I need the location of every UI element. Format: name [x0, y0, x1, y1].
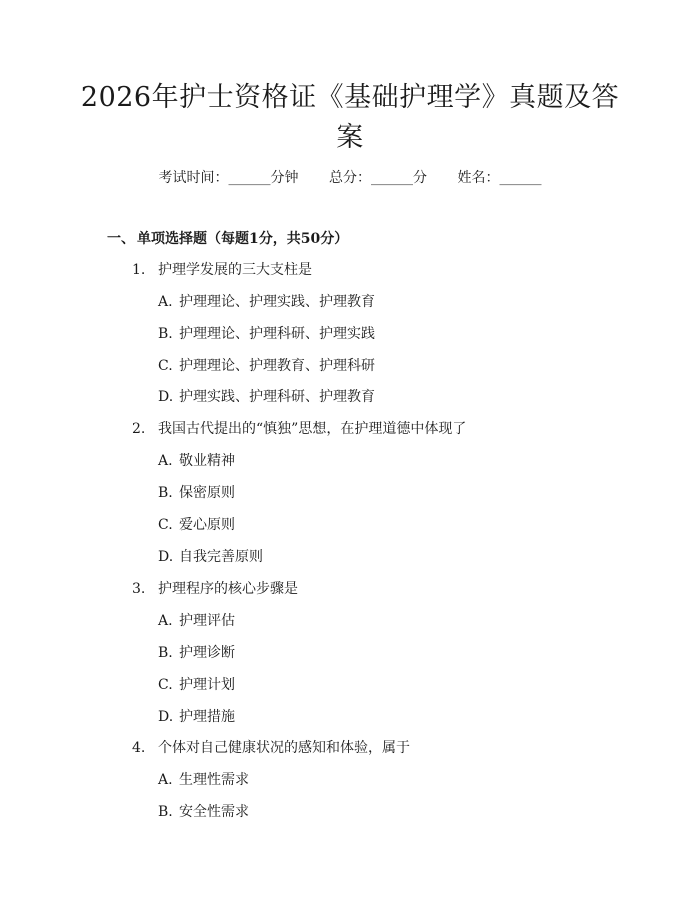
- option-letter: B.: [158, 326, 173, 342]
- option-letter: C.: [158, 358, 173, 374]
- option-text: 自我完善原则: [179, 549, 263, 565]
- question-3: [132, 579, 298, 599]
- option: [158, 547, 263, 567]
- option: [158, 387, 375, 407]
- option-letter: D.: [158, 549, 174, 565]
- exam-info-row: [0, 168, 700, 188]
- option-letter: D.: [158, 389, 174, 405]
- option: [158, 515, 235, 535]
- option-text: 护理理论、护理实践、护理教育: [179, 294, 375, 310]
- option: [158, 483, 235, 503]
- question-2: [132, 419, 466, 439]
- section-number: 一、: [107, 231, 135, 247]
- option-text: 护理诊断: [179, 645, 235, 661]
- option-text: 生理性需求: [179, 772, 249, 788]
- exam-time-field: 考试时间：______分钟: [158, 170, 299, 186]
- option-text: 护理计划: [179, 677, 235, 693]
- question-text: 护理程序的核心步骤是: [158, 581, 298, 597]
- total-score-field: 总分：______分: [329, 170, 427, 186]
- section-title: 单项选择题（每题1分，共50分）: [137, 231, 349, 247]
- option: [158, 356, 375, 376]
- option: [158, 802, 249, 822]
- option-letter: A.: [158, 613, 173, 629]
- option-text: 安全性需求: [179, 804, 249, 820]
- option: [158, 675, 235, 695]
- question-number: 4.: [132, 740, 146, 756]
- title-line-2: 案: [336, 122, 364, 153]
- name-field: 姓名：______: [457, 170, 542, 186]
- question-1: [132, 260, 312, 280]
- option: [158, 611, 235, 631]
- document-title: [60, 78, 640, 158]
- option: [158, 707, 235, 727]
- option: [158, 324, 375, 344]
- option-text: 护理评估: [179, 613, 235, 629]
- option: [158, 292, 375, 312]
- option-letter: B.: [158, 645, 173, 661]
- option-text: 护理理论、护理科研、护理实践: [179, 326, 375, 342]
- option-text: 护理理论、护理教育、护理科研: [179, 358, 375, 374]
- option-letter: A.: [158, 772, 173, 788]
- option-letter: C.: [158, 517, 173, 533]
- option-letter: C.: [158, 677, 173, 693]
- option-text: 保密原则: [179, 485, 235, 501]
- option-text: 护理措施: [179, 709, 235, 725]
- option-letter: A.: [158, 453, 173, 469]
- question-text: 护理学发展的三大支柱是: [158, 262, 312, 278]
- section-heading: [107, 229, 348, 249]
- question-number: 1.: [132, 262, 146, 278]
- question-text: 我国古代提出的“慎独”思想，在护理道德中体现了: [158, 421, 467, 437]
- option-letter: B.: [158, 804, 173, 820]
- question-number: 2.: [132, 421, 146, 437]
- option-text: 护理实践、护理科研、护理教育: [179, 389, 375, 405]
- title-line-1: 2026年护士资格证《基础护理学》真题及答: [80, 82, 620, 113]
- question-4: [132, 738, 410, 758]
- option-text: 敬业精神: [179, 453, 235, 469]
- option-letter: A.: [158, 294, 173, 310]
- option-letter: D.: [158, 709, 174, 725]
- option: [158, 451, 235, 471]
- option: [158, 770, 249, 790]
- option: [158, 643, 235, 663]
- option-letter: B.: [158, 485, 173, 501]
- question-text: 个体对自己健康状况的感知和体验，属于: [158, 740, 410, 756]
- option-text: 爱心原则: [179, 517, 235, 533]
- question-number: 3.: [132, 581, 146, 597]
